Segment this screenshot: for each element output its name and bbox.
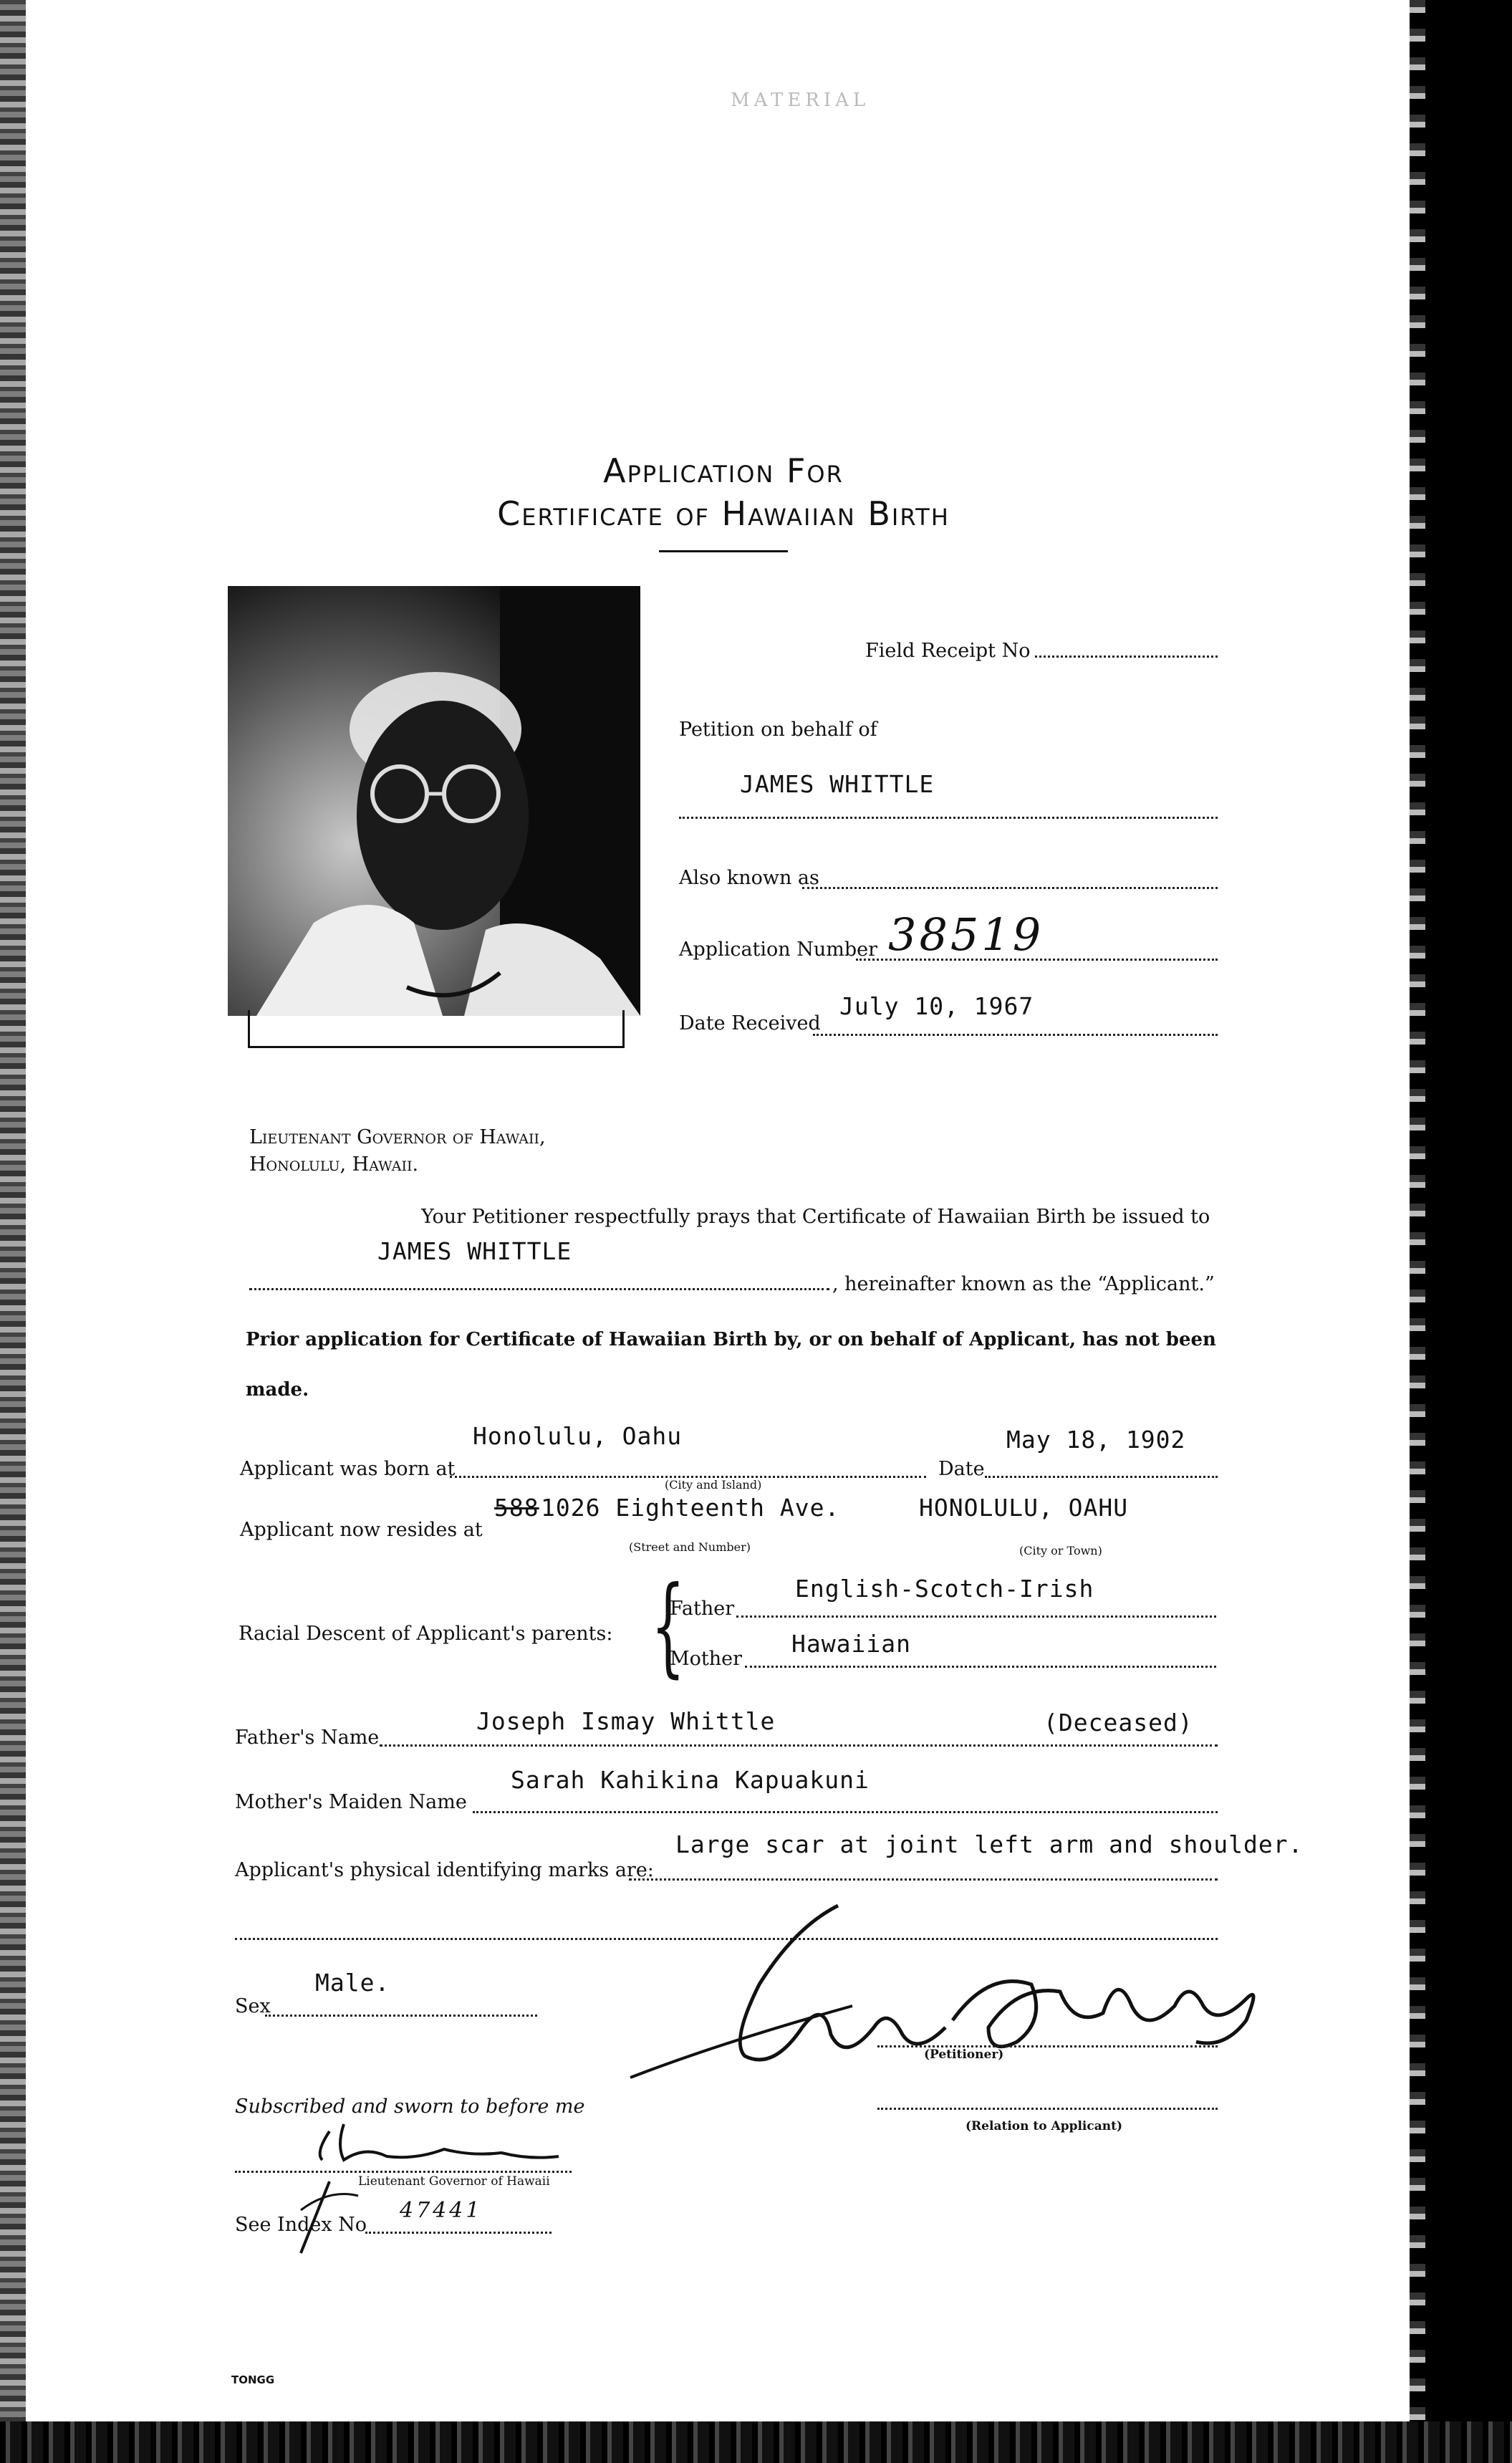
date-received-label: Date Received	[679, 1012, 821, 1034]
lt-gov-caption: Lieutenant Governor of Hawaii	[358, 2174, 550, 2189]
petitioner-signature	[616, 1898, 1318, 2113]
born-label: Applicant was born at	[240, 1458, 456, 1480]
petitioner-caption: (Petitioner)	[924, 2047, 1004, 2062]
sex-value: Male.	[315, 1969, 390, 1997]
prior-application-line-1: Prior application for Certificate of Hawaiian Birth by, or on behalf of Applicant, has not been	[246, 1329, 1216, 1350]
scan-edge-right-texture	[1410, 0, 1425, 2463]
index-label: See Index No	[235, 2214, 367, 2236]
photo-mount-frame	[248, 1010, 625, 1048]
fathers-name-line	[380, 1744, 1218, 1747]
mothers-name-line	[473, 1811, 1218, 1813]
racial-descent-label: Racial Descent of Applicant's parents:	[239, 1623, 613, 1645]
resides-value: 1026 Eighteenth Ave.	[541, 1494, 840, 1522]
aka-label: Also known as	[679, 867, 819, 889]
sworn-label: Subscribed and sworn to before me	[235, 2095, 585, 2118]
mother-descent-line	[745, 1666, 1216, 1668]
mother-label: Mother	[670, 1648, 743, 1670]
date-received-value: July 10, 1967	[839, 992, 1034, 1020]
marks-value: Large scar at joint left arm and shoulder.	[675, 1830, 1304, 1858]
fathers-name-value: Joseph Ismay Whittle	[476, 1707, 776, 1735]
city-caption: (City or Town)	[1019, 1544, 1102, 1557]
aka-line	[802, 887, 1218, 889]
title-line-1: Application For	[603, 451, 844, 490]
date-label: Date	[938, 1458, 985, 1480]
street-caption: (Street and Number)	[629, 1540, 751, 1554]
relation-line	[877, 2108, 1218, 2110]
sex-line	[265, 2015, 537, 2017]
prayer-text: Your Petitioner respectfully prays that Certificate of Hawaiian Birth be issued to	[421, 1206, 1210, 1228]
father-descent-value: English-Scotch-Irish	[795, 1575, 1094, 1603]
date-value: May 18, 1902	[1006, 1426, 1186, 1454]
applicant-name-line	[249, 1288, 829, 1290]
date-line	[985, 1476, 1218, 1478]
parents-brace: {	[650, 1564, 685, 1689]
app-number-line	[856, 959, 1218, 961]
city-value: HONOLULU, OAHU	[919, 1494, 1129, 1522]
title-line-2: Certificate of Hawaiian Birth	[497, 494, 950, 533]
field-receipt-label: Field Receipt No	[865, 640, 1031, 662]
faint-header-stamp: MATERIAL	[731, 90, 870, 111]
petition-label: Petition on behalf of	[679, 719, 877, 741]
resides-struck: 588	[494, 1494, 539, 1522]
city-island-caption: (City and Island)	[665, 1478, 762, 1492]
app-number-value: 38519	[888, 908, 1044, 961]
father-descent-line	[736, 1615, 1216, 1618]
petition-line	[679, 817, 1218, 819]
scan-edge-bottom	[0, 2421, 1512, 2463]
applicant-name-value: JAMES WHITTLE	[377, 1237, 572, 1265]
scan-edge-left	[0, 0, 26, 2463]
mothers-name-value: Sarah Kahikina Kapuakuni	[511, 1766, 870, 1794]
sworn-line	[235, 2171, 572, 2173]
marks-label: Applicant's physical identifying marks are:	[235, 1859, 654, 1881]
field-receipt-line	[1035, 656, 1218, 658]
resides-label: Applicant now resides at	[240, 1519, 483, 1541]
index-value: 47441	[400, 2198, 483, 2223]
addressee-line-2: Honolulu, Hawaii.	[249, 1153, 419, 1176]
scan-edge-right	[1425, 0, 1512, 2463]
hereinafter-text: , hereinafter known as the “Applicant.”	[832, 1273, 1215, 1295]
applicant-photo	[228, 586, 640, 1016]
prior-application-line-2: made.	[246, 1379, 309, 1401]
mothers-name-label: Mother's Maiden Name	[235, 1791, 467, 1813]
petition-value: JAMES WHITTLE	[740, 770, 935, 798]
born-value: Honolulu, Oahu	[473, 1422, 683, 1450]
lieutenant-governor-signature	[286, 2117, 587, 2260]
father-label: Father	[670, 1598, 735, 1620]
deceased-value: (Deceased)	[1044, 1709, 1193, 1737]
title-rule	[659, 550, 788, 552]
date-received-line	[813, 1034, 1218, 1036]
mother-descent-value: Hawaiian	[791, 1630, 911, 1658]
applicant-portrait-image	[228, 586, 640, 1016]
addressee-line-1: Lieutenant Governor of Hawaii,	[249, 1126, 546, 1148]
marks-line-1	[629, 1878, 1218, 1881]
fathers-name-label: Father's Name	[235, 1727, 380, 1749]
sex-label: Sex	[235, 1995, 271, 2017]
relation-caption: (Relation to Applicant)	[966, 2119, 1122, 2133]
footer-code: TONGG	[231, 2373, 275, 2386]
index-line	[365, 2232, 552, 2234]
app-number-label: Application Number	[679, 938, 878, 961]
